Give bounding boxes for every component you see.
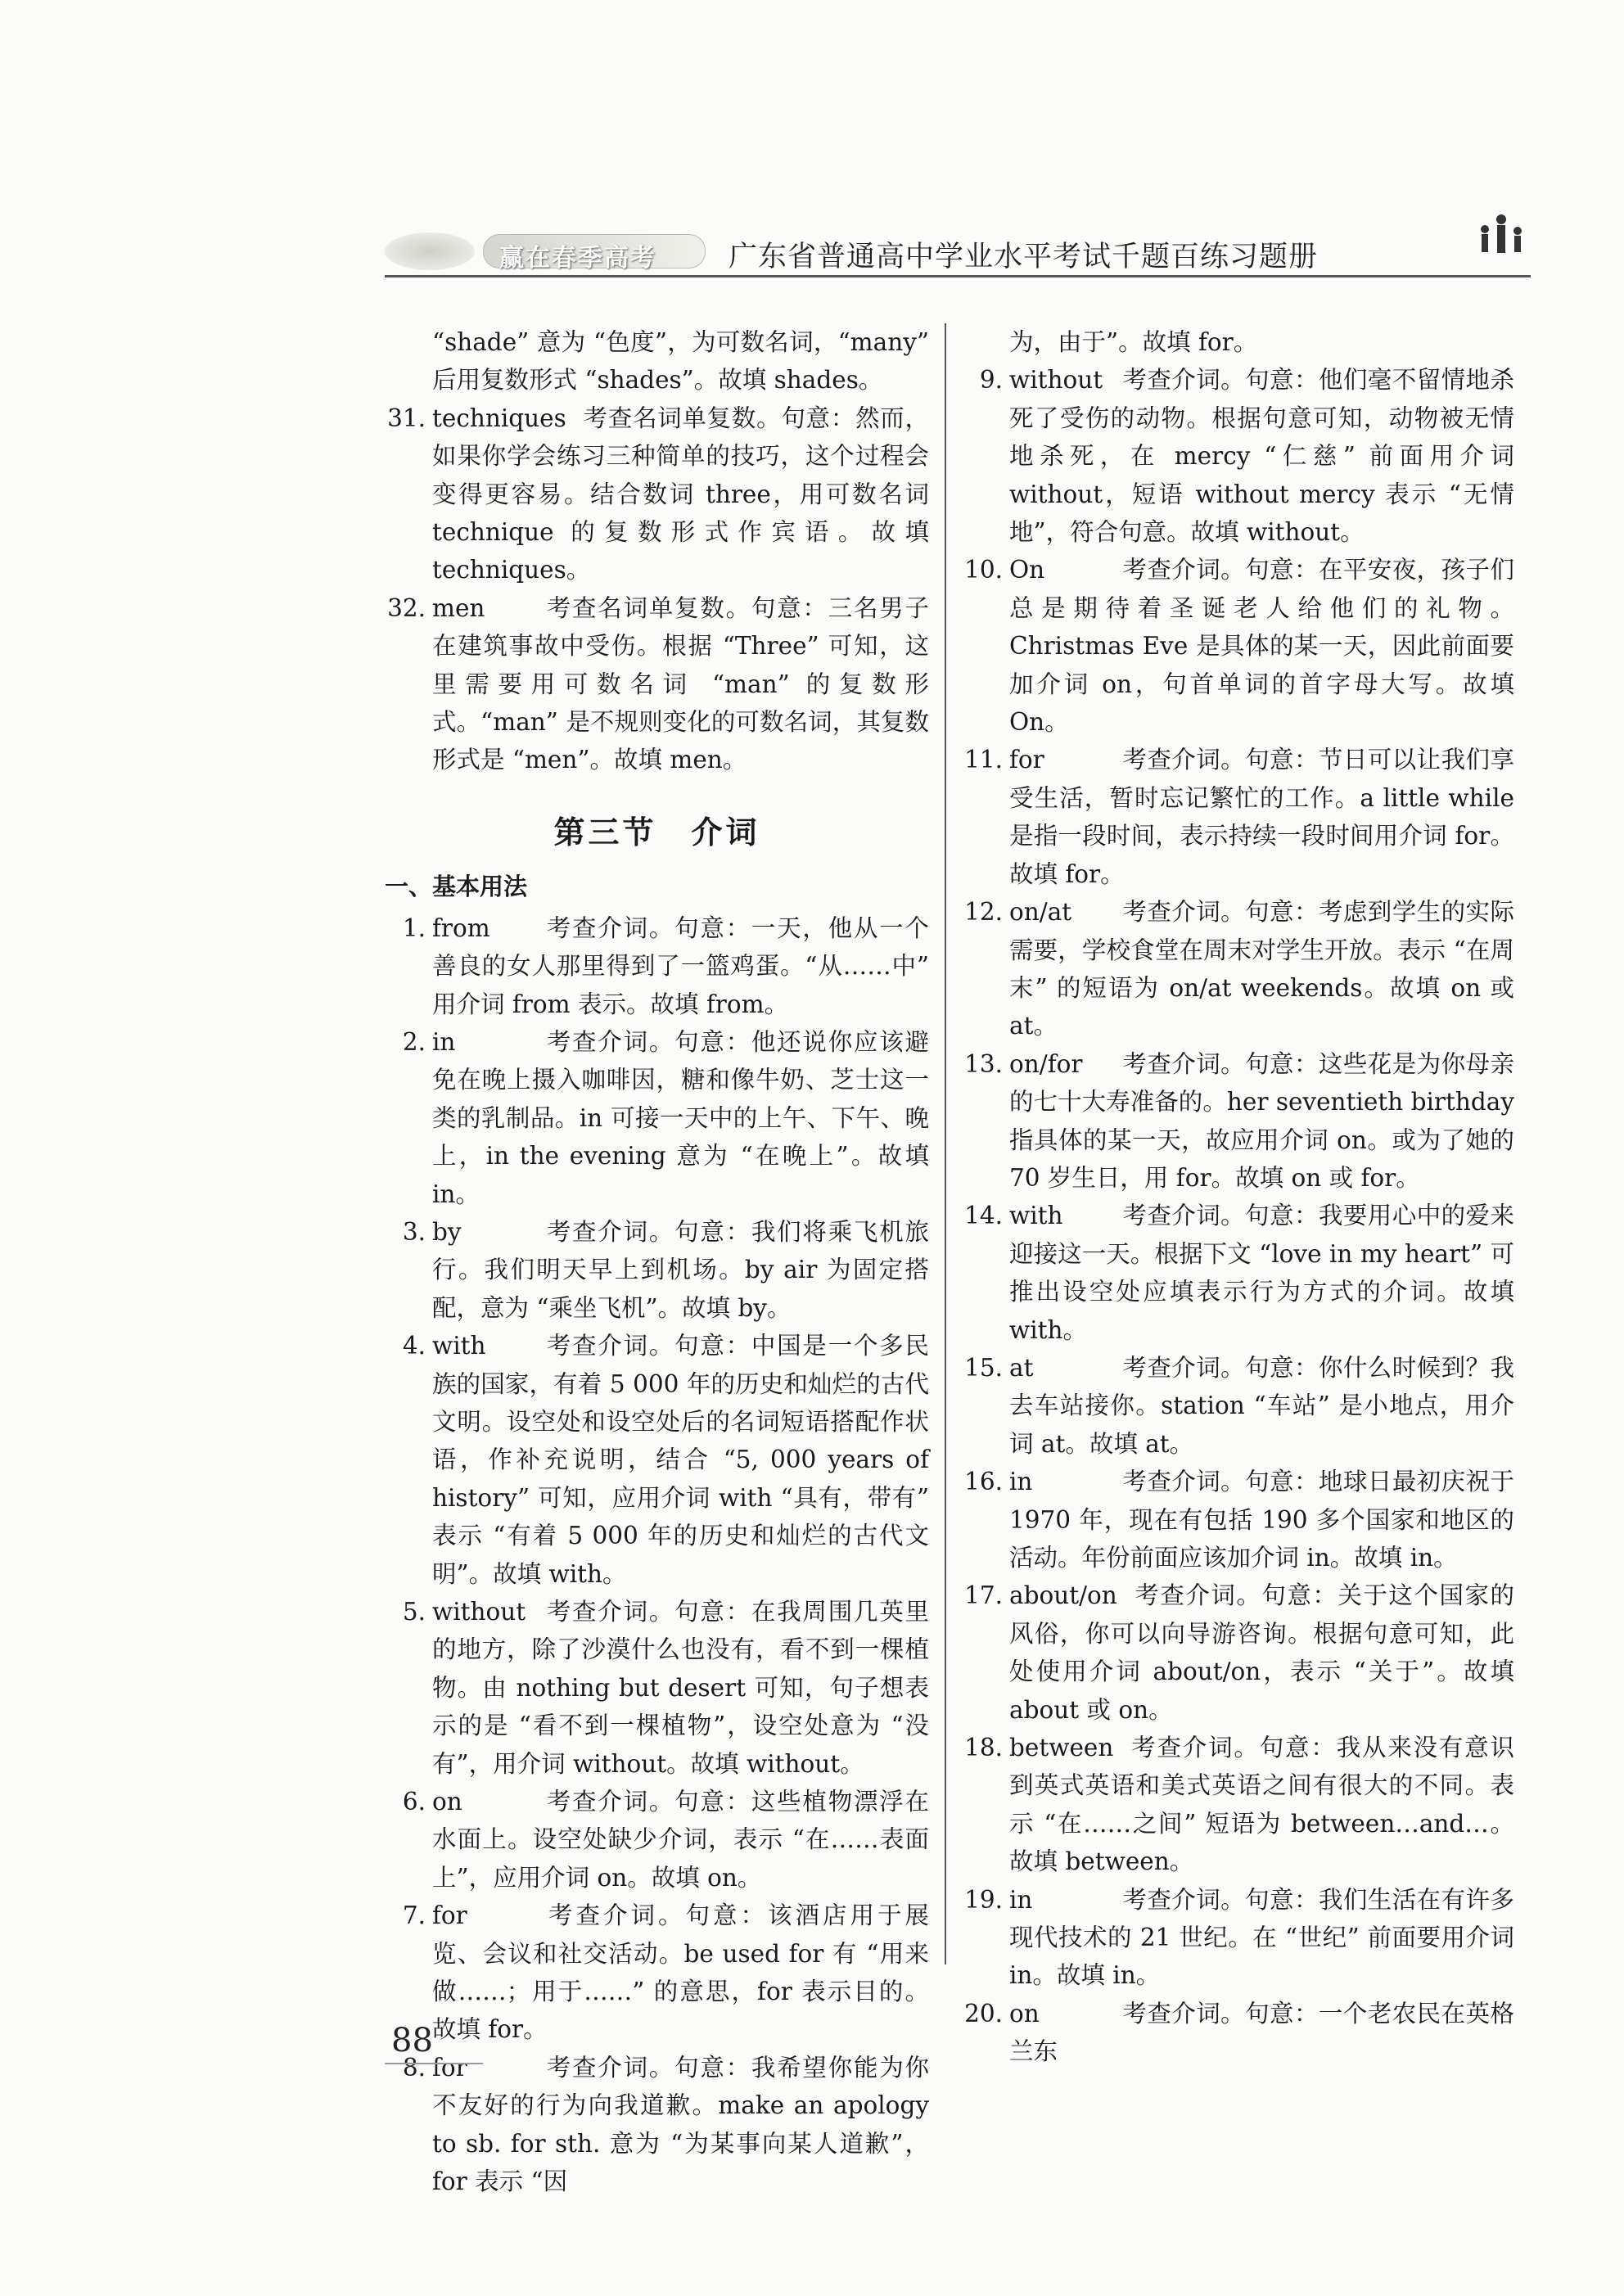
entry-answer: on/for (1009, 1049, 1083, 1078)
entry-number: 19. (964, 1885, 1003, 1914)
entry-number: 8. (402, 2053, 426, 2082)
answer-entry (385, 1327, 929, 1593)
entry-list (385, 909, 929, 2201)
entry-answer: men (432, 593, 485, 622)
entry-number: 2. (402, 1027, 426, 1056)
entry-number: 15. (964, 1353, 1003, 1382)
continuation-text: 为，由于”。故填 for。 (1009, 328, 1258, 356)
section-title: 第三节 介词 (553, 814, 760, 850)
entry-answer: in (1009, 1468, 1033, 1496)
family-silhouette-icon (1473, 211, 1531, 268)
entry-explanation: 考查介词。句意：我要用心中的爱来迎接这一天。根据下文 “love in my heart” 可推出设空处应填表示行为方式的介词。故填 with。 (1009, 1202, 1514, 1344)
entry-list (962, 361, 1514, 2070)
column-divider (945, 323, 946, 1964)
answer-entry (962, 741, 1514, 893)
answer-entry (962, 1045, 1514, 1198)
entry-number: 20. (964, 1999, 1003, 2028)
entry-number: 5. (402, 1598, 426, 1626)
header-rule (385, 275, 1531, 277)
entry-explanation: 考查介词。句意：我希望你能为你不友好的行为向我道歉。make an apology to sb. for sth. 意为 “为某事向某人道歉”，for 表示 “因 (432, 2053, 929, 2196)
entry-number: 18. (964, 1734, 1003, 1762)
entry-number: 12. (964, 898, 1003, 927)
entry-number: 13. (964, 1049, 1003, 1078)
entry-explanation: 考查介词。句意：在平安夜，孩子们总是期待着圣诞老人给他们的礼物。Christmas Eve 是具体的某一天，因此前面要加介词 on，句首单词的首字母大写。故填 On。 (1009, 556, 1514, 737)
entry-answer: for (1009, 746, 1044, 774)
answer-entry (385, 1897, 929, 2049)
entry-answer: on (432, 1788, 462, 1816)
answer-entry (962, 1463, 1514, 1577)
entry-answer: without (432, 1598, 526, 1626)
entry-explanation: 考查名词单复数。句意：然而，如果你学会练习三种简单的技巧，这个过程会变得更容易。结合数词 three，用可数名词 technique 的复数形式作宾语。故填 techniques。 (432, 404, 929, 584)
entry-explanation: 考查介词。句意：节日可以让我们享受生活，暂时忘记繁忙的工作。a little while 是指一段时间，表示持续一段时间用介词 for。故填 for。 (1009, 746, 1514, 888)
entry-answer: in (432, 1027, 456, 1056)
entry-explanation: 考查介词。句意：他还说你应该避免在晚上摄入咖啡因，糖和像牛奶、芝士这一类的乳制品。in 可接一天中的上午、下午、晚上，in the evening 意为 “在晚上”。故填 in。 (432, 1027, 929, 1208)
entry-number: 32. (387, 593, 426, 622)
entry-explanation: 考查介词。句意：这些花是为你母亲的七十大寿准备的。her seventieth birthday 指具体的某一天，故应用介词 on。或为了她的 70 岁生日，用 for。故填 on 或 for。 (1009, 1049, 1514, 1192)
entry-explanation: 考查介词。句意：考虑到学生的实际需要，学校食堂在周末对学生开放。表示 “在周末” 的短语为 on/at weekends。故填 on 或 at。 (1009, 898, 1514, 1040)
answer-entry (385, 1593, 929, 1783)
entry-list (385, 399, 929, 779)
answer-entry (962, 1729, 1514, 1881)
entry-explanation: 考查介词。句意：在我周围几英里的地方，除了沙漠什么也没有，看不到一棵植物。由 nothing but desert 可知，句子想表示的是 “看不到一棵植物”，设空处意为 “没有”，用介词 without。故填 without。 (432, 1598, 929, 1778)
entry-explanation: 考查介词。句意：关于这个国家的风俗，你可以向导游咨询。根据句意可知，此处使用介词 about/on，表示 “关于”。故填 about 或 on。 (1009, 1581, 1514, 1724)
answer-entry (962, 361, 1514, 551)
entry-explanation: 考查介词。句意：你什么时候到？我去车站接你。station “车站” 是小地点，用介词 at。故填 at。 (1009, 1353, 1514, 1458)
entry-number: 16. (964, 1468, 1003, 1496)
entry-number: 14. (964, 1202, 1003, 1230)
book-title: 广东省普通高中学业水平考试千题百练习题册 (729, 241, 1319, 273)
entry-explanation: 考查介词。句意：我从来没有意识到英式英语和美式英语之间有很大的不同。表示 “在……之间” 短语为 between…and…。故填 between。 (1009, 1734, 1514, 1876)
answer-entry (385, 2049, 929, 2201)
entry-number: 4. (402, 1332, 426, 1360)
answer-entry (962, 1995, 1514, 2071)
answer-entry (385, 399, 929, 589)
entry-explanation: 考查介词。句意：这些植物漂浮在水面上。设空处缺少介词，表示 “在……表面上”，应用介词 on。故填 on。 (432, 1788, 929, 1892)
entry-number: 31. (387, 404, 426, 432)
entry-answer: in (1009, 1885, 1033, 1914)
entry-explanation: 考查介词。句意：他们毫不留情地杀死了受伤的动物。根据句意可知，动物被无情地杀死，在 mercy “仁慈” 前面用介词 without，短语 without mercy 表示 “无情地”，符合句意。故填 without。 (1009, 366, 1514, 547)
answer-entry (962, 1197, 1514, 1349)
answer-entry (385, 1023, 929, 1213)
entry-number: 6. (402, 1788, 426, 1816)
entry-answer: with (432, 1332, 486, 1360)
answer-entry (385, 909, 929, 1023)
entry-number: 17. (964, 1581, 1003, 1610)
entry-answer: On (1009, 556, 1045, 584)
logo-text: 赢在春季高考 (499, 244, 656, 273)
entry-answer: with (1009, 1202, 1063, 1230)
answer-entry (385, 589, 929, 779)
answer-entry (385, 1783, 929, 1897)
entry-explanation: 考查介词。句意：一天，他从一个善良的女人那里得到了一篮鸡蛋。“从……中” 用介词 from 表示。故填 from。 (432, 913, 929, 1018)
right-column (962, 323, 1514, 2071)
answer-entry (962, 1881, 1514, 1995)
entry-answer: from (432, 913, 490, 942)
header-ornament (385, 232, 475, 270)
entry-number: 1. (402, 913, 426, 942)
entry-explanation: 考查介词。句意：我们将乘飞机旅行。我们明天早上到机场。by air 为固定搭配，意为 “乘坐飞机”。故填 by。 (432, 1217, 929, 1322)
page-header (385, 228, 1547, 278)
answer-entry (962, 893, 1514, 1045)
entry-answer: for (432, 1901, 467, 1930)
entry-explanation: 考查介词。句意：中国是一个多民族的国家，有着 5 000 年的历史和灿烂的古代文明。设空处和设空处后的名词短语搭配作状语，作补充说明，结合 “5, 000 years of history” 可知，应用介词 with “具有，带有” 表示 “有着 5 000 年的历史和灿烂的古代文明”。故填 with。 (432, 1332, 929, 1588)
entry-answer: on (1009, 1999, 1040, 2028)
left-column (385, 323, 929, 2201)
continuation-text: “shade” 意为 “色度”，为可数名词，“many” 后用复数形式 “shades”。故填 shades。 (432, 328, 929, 395)
entry-answer: about/on (1009, 1581, 1117, 1610)
entry-answer: on/at (1009, 898, 1072, 927)
subheading: 一、基本用法 (385, 873, 528, 901)
answer-entry (962, 1577, 1514, 1729)
page-number: 88 (391, 2022, 433, 2059)
answer-entry (385, 1213, 929, 1327)
answer-entry (962, 1349, 1514, 1463)
entry-answer: between (1009, 1734, 1114, 1762)
answer-entry (962, 551, 1514, 741)
entry-number: 10. (964, 556, 1003, 584)
entry-answer: techniques (432, 404, 566, 432)
entry-explanation: 考查介词。句意：我们生活在有许多现代技术的 21 世纪。在 “世纪” 前面要用介词 in。故填 in。 (1009, 1885, 1514, 1990)
entry-number: 3. (402, 1217, 426, 1246)
entry-answer: for (432, 2053, 467, 2082)
entry-answer: by (432, 1217, 462, 1246)
page-number-ornament (385, 2063, 483, 2064)
entry-answer: without (1009, 366, 1103, 395)
entry-explanation: 考查介词。句意：地球日最初庆祝于 1970 年，现在有包括 190 多个国家和地区的活动。年份前面应该加介词 in。故填 in。 (1009, 1468, 1514, 1572)
entry-answer: at (1009, 1353, 1034, 1382)
entry-number: 11. (964, 746, 1003, 774)
entry-explanation: 考查介词。句意：一个老农民在英格兰东 (1009, 1999, 1514, 2066)
entry-explanation: 考查介词。句意：该酒店用于展览、会议和社交活动。be used for 有 “用来做……；用于……” 的意思，for 表示目的。故填 for。 (432, 1901, 929, 2044)
entry-number: 7. (402, 1901, 426, 1930)
entry-number: 9. (979, 366, 1003, 395)
entry-explanation: 考查名词单复数。句意：三名男子在建筑事故中受伤。根据 “Three” 可知，这里需要用可数名词 “man” 的复数形式。“man” 是不规则变化的可数名词，其复数形式是 “men”。故填 men。 (432, 593, 929, 774)
